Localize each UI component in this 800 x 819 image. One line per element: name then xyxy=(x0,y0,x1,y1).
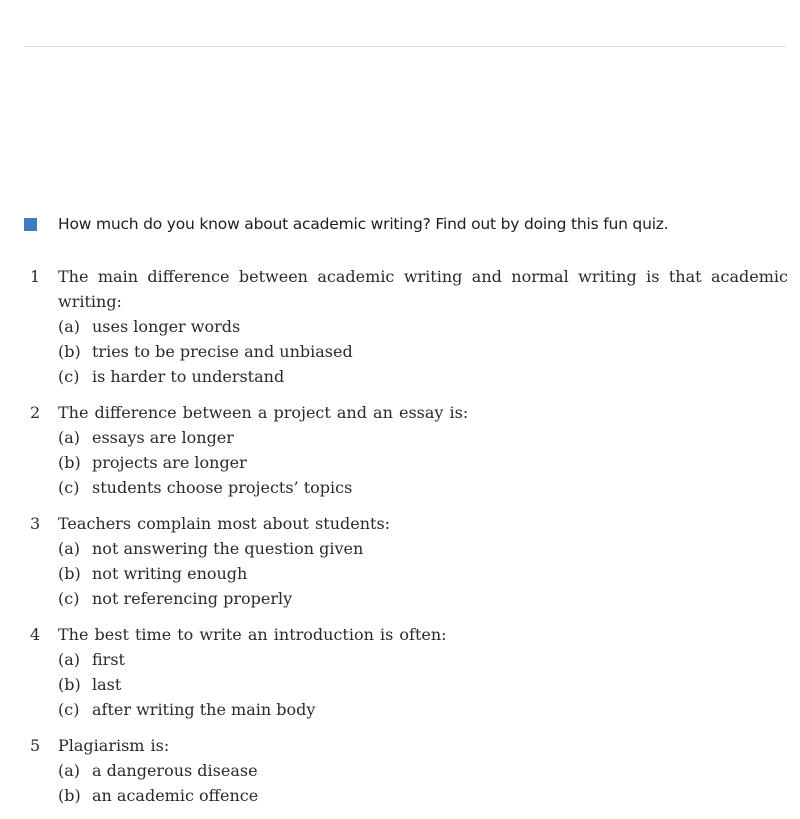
quiz-list xyxy=(30,264,788,819)
option-text: last xyxy=(92,675,122,694)
option-a xyxy=(58,647,788,672)
option-c xyxy=(58,475,788,500)
question-number: 1 xyxy=(30,267,41,286)
top-divider xyxy=(24,46,786,47)
question-number: 2 xyxy=(30,403,41,422)
question-body xyxy=(58,400,788,500)
option-text: tries to be precise and unbiased xyxy=(92,342,353,361)
option-b xyxy=(58,561,788,586)
question-text: The difference between a project and an essay is: xyxy=(58,403,469,422)
question-number: 5 xyxy=(30,736,41,755)
option-letter: (b) xyxy=(58,564,81,583)
question-body xyxy=(58,622,788,722)
instruction-text: How much do you know about academic writing? Find out by doing this fun quiz. xyxy=(58,215,669,233)
option-a xyxy=(58,314,788,339)
question-number: 3 xyxy=(30,514,41,533)
option-text: a dangerous disease xyxy=(92,761,258,780)
question-text: Plagiarism is: xyxy=(58,736,170,755)
question-number: 4 xyxy=(30,625,41,644)
question-3 xyxy=(30,511,788,611)
question-5 xyxy=(30,733,788,808)
option-letter: (c) xyxy=(58,700,80,719)
question-4 xyxy=(30,622,788,722)
option-letter: (a) xyxy=(58,650,81,669)
option-b xyxy=(58,339,788,364)
quiz-instruction xyxy=(24,215,794,233)
option-b xyxy=(58,672,788,697)
option-text: essays are longer xyxy=(92,428,234,447)
question-1 xyxy=(30,264,788,389)
option-a xyxy=(58,425,788,450)
question-text: The main difference between academic writing and normal writing is that academic writing: xyxy=(58,267,788,311)
option-text: not writing enough xyxy=(92,564,248,583)
question-text: Teachers complain most about students: xyxy=(58,514,391,533)
option-letter: (a) xyxy=(58,539,81,558)
option-letter: (b) xyxy=(58,675,81,694)
option-letter: (b) xyxy=(58,453,81,472)
option-letter: (a) xyxy=(58,428,81,447)
option-c xyxy=(58,697,788,722)
question-2 xyxy=(30,400,788,500)
option-text: uses longer words xyxy=(92,317,241,336)
option-c xyxy=(58,586,788,611)
option-letter: (c) xyxy=(58,589,80,608)
option-text: not answering the question given xyxy=(92,539,364,558)
option-letter: (a) xyxy=(58,317,81,336)
option-text: not referencing properly xyxy=(92,589,293,608)
question-body xyxy=(58,264,788,389)
option-c xyxy=(58,364,788,389)
option-text: after writing the main body xyxy=(92,700,316,719)
option-a xyxy=(58,536,788,561)
question-body xyxy=(58,733,788,808)
option-text: is harder to understand xyxy=(92,367,285,386)
option-text: an academic offence xyxy=(92,786,259,805)
option-letter: (a) xyxy=(58,761,81,780)
option-letter: (c) xyxy=(58,478,80,497)
option-text: students choose projects’ topics xyxy=(92,478,353,497)
option-letter: (b) xyxy=(58,786,81,805)
square-bullet-icon xyxy=(24,218,37,231)
option-text: first xyxy=(92,650,125,669)
question-body xyxy=(58,511,788,611)
option-letter: (b) xyxy=(58,342,81,361)
option-text: projects are longer xyxy=(92,453,247,472)
option-b xyxy=(58,450,788,475)
option-letter: (c) xyxy=(58,367,80,386)
option-a xyxy=(58,758,788,783)
question-text: The best time to write an introduction is often: xyxy=(58,625,447,644)
option-b xyxy=(58,783,788,808)
